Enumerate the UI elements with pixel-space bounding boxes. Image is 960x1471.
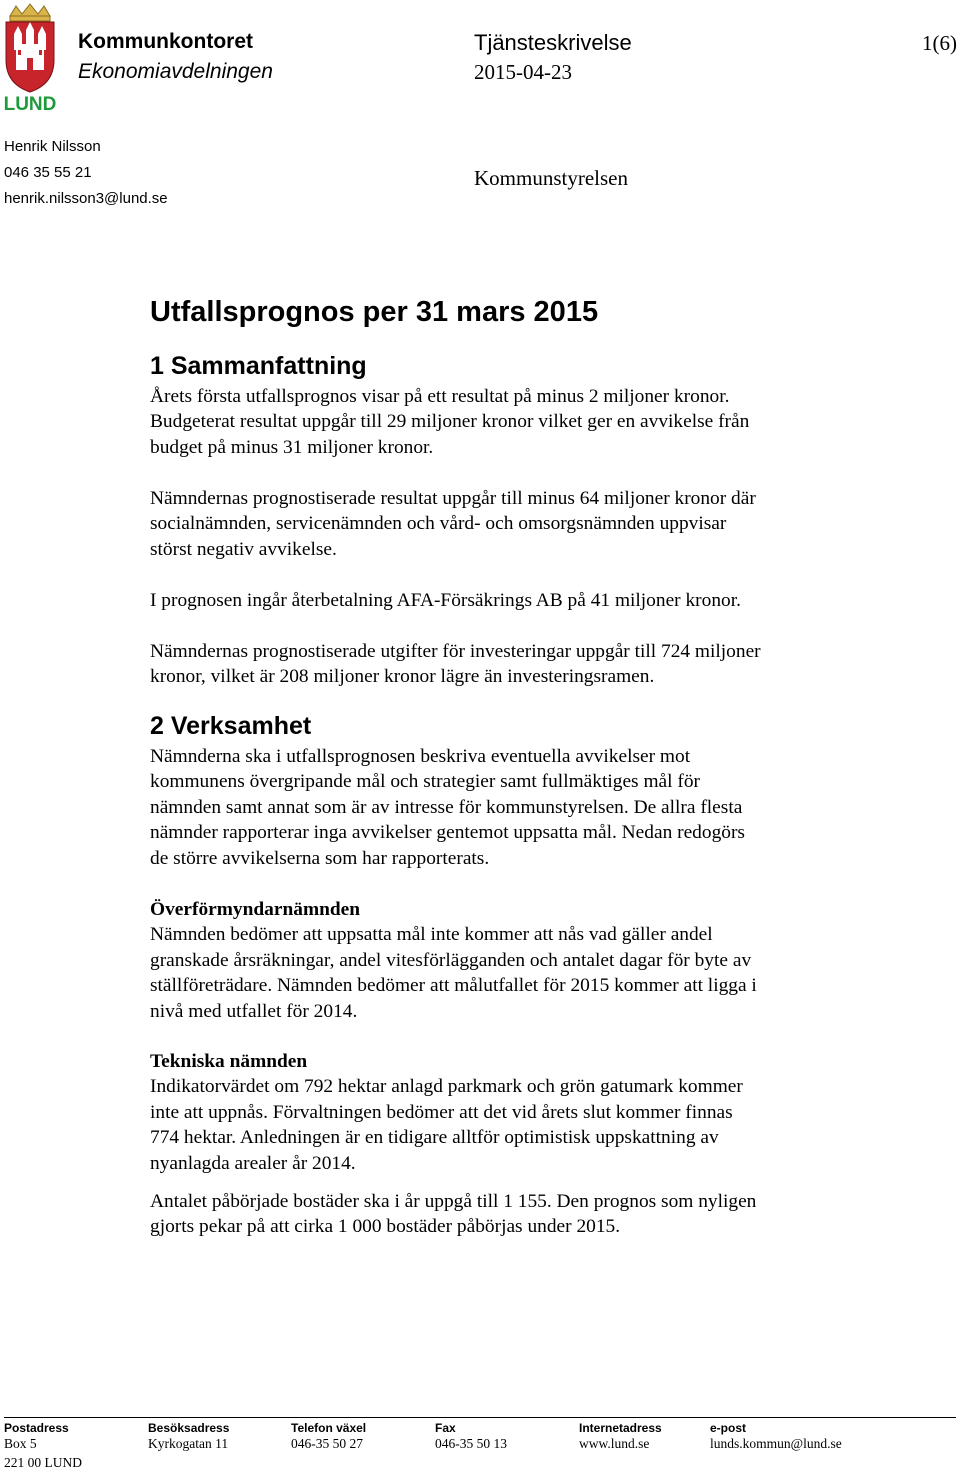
subheading-overformyndarnamnden: Överförmyndarnämnden xyxy=(150,899,361,920)
footer-epost xyxy=(710,1420,842,1452)
text-line: inte att uppnås. Förvaltningen bedömer att det vid årets slut kommer finnas xyxy=(150,1101,733,1123)
org-name: Kommunkontoret xyxy=(78,30,253,53)
footer-label: Fax xyxy=(435,1421,456,1435)
text-line: I prognosen ingår återbetalning AFA-Försäkrings AB på 41 miljoner kronor. xyxy=(150,590,741,611)
paragraph-namnder-result xyxy=(150,486,870,562)
text-line: Nämnden bedömer att uppsatta mål inte kommer att nås vad gäller andel xyxy=(150,924,713,946)
text-line: Budgeterat resultat uppgår till 29 miljoner kronor vilket ger en avvikelse från xyxy=(150,411,750,433)
page-title: Utfallsprognos per 31 mars 2015 xyxy=(150,296,599,328)
text-line: Indikatorvärdet om 792 hektar anlagd parkmark och grön gatumark kommer xyxy=(150,1076,743,1098)
footer-value: 221 00 LUND xyxy=(4,1455,82,1470)
paragraph-overformyndarnamnden xyxy=(150,897,870,1024)
text-line: gjorts pekar på att cirka 1 000 bostäder påbörjas under 2015. xyxy=(150,1216,621,1238)
lund-coat-of-arms-logo xyxy=(2,2,58,118)
footer-telefon xyxy=(291,1420,366,1452)
text-line: nämnder rapporterar inga avvikelser gentemot uppsatta mål. Nedan redogörs xyxy=(150,822,745,844)
footer-value: Box 5 xyxy=(4,1436,37,1451)
coat-of-arms-icon xyxy=(2,2,58,94)
footer-value: 046-35 50 27 xyxy=(291,1436,363,1451)
footer-divider xyxy=(4,1417,956,1418)
contact-phone: 046 35 55 21 xyxy=(4,164,92,181)
contact-email: henrik.nilsson3@lund.se xyxy=(4,190,168,207)
department-name: Ekonomiavdelningen xyxy=(78,60,273,83)
paragraph-result xyxy=(150,384,870,460)
text-line: nyanlagda arealer år 2014. xyxy=(150,1152,356,1174)
logo-wordmark: LUND xyxy=(3,94,57,115)
text-line: Årets första utfallsprognos visar på ett resultat på minus 2 miljoner kronor. xyxy=(150,386,730,407)
footer-label: Postadress xyxy=(4,1421,69,1435)
text-line: budget på minus 31 miljoner kronor. xyxy=(150,436,434,458)
text-line: Nämndernas prognostiserade resultat uppgår till minus 64 miljoner kronor där xyxy=(150,488,756,509)
page-number: 1(6) xyxy=(922,31,957,55)
paragraph-afa xyxy=(150,588,870,613)
text-line: Nämnderna ska i utfallsprognosen beskriva eventuella avvikelser mot xyxy=(150,746,691,767)
section-heading-verksamhet: 2 Verksamhet xyxy=(150,712,312,740)
text-line: kronor, vilket är 208 miljoner kronor lägre än investeringsramen. xyxy=(150,666,655,688)
footer-postadress xyxy=(4,1420,82,1471)
paragraph-verksamhet xyxy=(150,744,870,871)
footer-label: Telefon växel xyxy=(291,1421,367,1435)
footer-besoksadress xyxy=(148,1420,229,1452)
section-heading-sammanfattning: 1 Sammanfattning xyxy=(150,352,367,380)
recipient: Kommunstyrelsen xyxy=(474,166,628,190)
text-line: ställföreträdare. Nämnden bedömer att målutfallet för 2015 kommer att ligga i xyxy=(150,975,757,997)
footer-website-link[interactable]: www.lund.se xyxy=(579,1436,650,1451)
paragraph-investeringar xyxy=(150,639,870,690)
text-line: socialnämnden, servicenämnden och vård- och omsorgsnämnden uppvisar xyxy=(150,513,727,535)
text-line: Nämndernas prognostiserade utgifter för investeringar uppgår till 724 miljoner xyxy=(150,641,761,662)
footer-value: Kyrkogatan 11 xyxy=(148,1436,229,1451)
footer-value: 046-35 50 13 xyxy=(435,1436,507,1451)
text-line: de större avvikelserna som har rapporterats. xyxy=(150,847,490,869)
paragraph-tekniska-namnden xyxy=(150,1049,870,1176)
text-line: 774 hektar. Anledningen är en tidigare alltför optimistisk uppskattning av xyxy=(150,1127,719,1149)
paragraph-bostader xyxy=(150,1189,870,1240)
footer-label: e-post xyxy=(710,1421,746,1435)
text-line: granskade årsräkningar, andel vitesförlägganden och antalet dagar för byte av xyxy=(150,949,752,971)
text-line: nivå med utfallet för 2014. xyxy=(150,1000,358,1022)
text-line: nämnden samt annat som är av intresse för kommunstyrelsen. De allra flesta xyxy=(150,796,743,818)
document-date: 2015-04-23 xyxy=(474,60,572,84)
footer-internetadress xyxy=(579,1420,662,1452)
footer-label: Internetadress xyxy=(579,1421,662,1435)
footer-label: Besöksadress xyxy=(148,1421,230,1435)
contact-name: Henrik Nilsson xyxy=(4,138,101,155)
text-line: Antalet påbörjade bostäder ska i år uppgå till 1 155. Den prognos som nyligen xyxy=(150,1191,757,1212)
text-line: kommunens övergripande mål och strategier samt fullmäktiges mål för xyxy=(150,771,700,793)
footer-email-link[interactable]: lunds.kommun@lund.se xyxy=(710,1436,842,1451)
document-type: Tjänsteskrivelse xyxy=(474,30,632,55)
footer-fax xyxy=(435,1420,507,1452)
text-line: störst negativ avvikelse. xyxy=(150,538,337,560)
subheading-tekniska-namnden: Tekniska nämnden xyxy=(150,1051,308,1072)
